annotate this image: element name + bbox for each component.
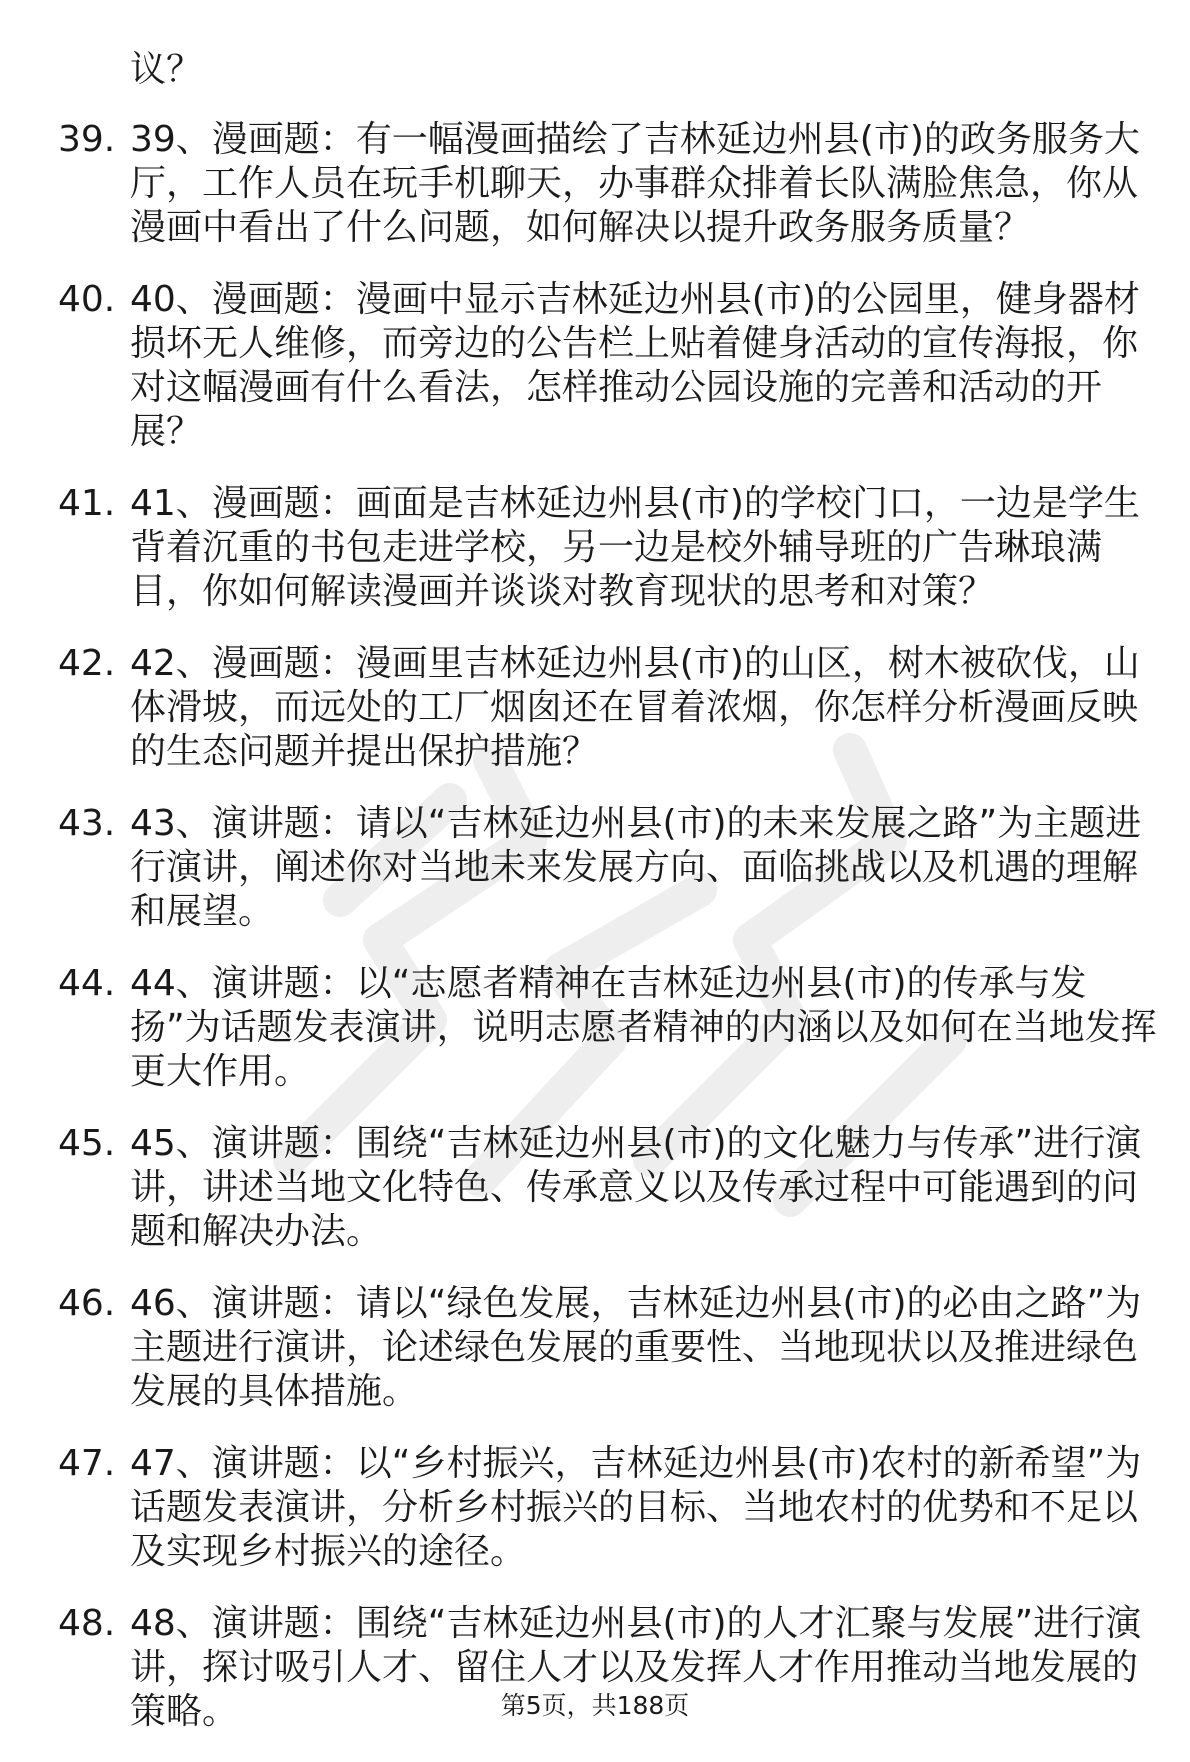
question-number: 43.	[58, 803, 116, 844]
question-text: 45、演讲题：围绕“吉林延边州县(市)的文化魅力与传承”进行演讲，讲述当地文化特色、传承意义以及传承过程中可能遇到的问题和解决办法。	[130, 1123, 1142, 1252]
question-number: 42.	[58, 643, 116, 684]
question-text: 43、演讲题：请以“吉林延边州县(市)的未来发展之路”为主题进行演讲，阐述你对当地未来发展方向、面临挑战以及机遇的理解和展望。	[130, 803, 1142, 932]
question-text: 44、演讲题：以“志愿者精神在吉林延边州县(市)的传承与发扬”为话题发表演讲，说明志愿者精神的内涵以及如何在当地发挥更大作用。	[130, 963, 1157, 1092]
continuation-text: 议？	[130, 49, 203, 90]
question-number: 47.	[58, 1443, 116, 1484]
question-item	[0, 1442, 1190, 1574]
question-item	[0, 642, 1190, 774]
question-number: 46.	[58, 1283, 116, 1324]
question-item	[0, 962, 1190, 1094]
question-text: 46、演讲题：请以“绿色发展，吉林延边州县(市)的必由之路”为主题进行演讲，论述绿色发展的重要性、当地现状以及推进绿色发展的具体措施。	[130, 1283, 1142, 1412]
question-item	[0, 1122, 1190, 1254]
question-number: 44.	[58, 963, 116, 1004]
question-number: 41.	[58, 483, 116, 524]
question-number: 48.	[58, 1603, 116, 1644]
question-text: 39、漫画题：有一幅漫画描绘了吉林延边州县(市)的政务服务大厅，工作人员在玩手机聊天，办事群众排着长队满脸焦急，你从漫画中看出了什么问题，如何解决以提升政务服务质量？	[130, 119, 1140, 248]
question-item	[0, 802, 1190, 934]
page-footer: 第5页，共188页	[500, 1691, 690, 1720]
question-item	[0, 278, 1190, 454]
question-number: 39.	[58, 119, 116, 160]
question-item	[0, 118, 1190, 250]
question-text: 48、演讲题：围绕“吉林延边州县(市)的人才汇聚与发展”进行演讲，探讨吸引人才、留住人才以及发挥人才作用推动当地发展的策略。	[130, 1603, 1142, 1732]
question-text: 42、漫画题：漫画里吉林延边州县(市)的山区，树木被砍伐，山体滑坡，而远处的工厂烟囱还在冒着浓烟，你怎样分析漫画反映的生态问题并提出保护措施？	[130, 643, 1140, 772]
question-text: 41、漫画题：画面是吉林延边州县(市)的学校门口，一边是学生背着沉重的书包走进学校，另一边是校外辅导班的广告琳琅满目，你如何解读漫画并谈谈对教育现状的思考和对策？	[130, 483, 1140, 612]
question-text: 47、演讲题：以“乡村振兴，吉林延边州县(市)农村的新希望”为话题发表演讲，分析乡村振兴的目标、当地农村的优势和不足以及实现乡村振兴的途径。	[130, 1443, 1142, 1572]
question-number: 45.	[58, 1123, 116, 1164]
question-item	[0, 482, 1190, 614]
question-text: 40、漫画题：漫画中显示吉林延边州县(市)的公园里，健身器材损坏无人维修，而旁边的公告栏上贴着健身活动的宣传海报，你对这幅漫画有什么看法，怎样推动公园设施的完善和活动的开展？	[130, 279, 1140, 452]
question-item	[0, 1282, 1190, 1414]
question-number: 40.	[58, 279, 116, 320]
question-list	[0, 118, 1190, 1762]
